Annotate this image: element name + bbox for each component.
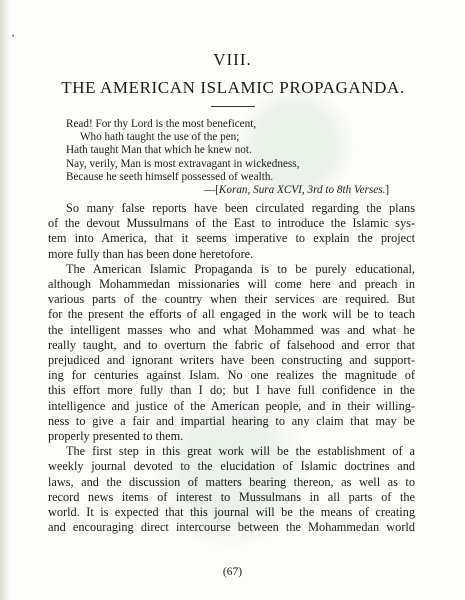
- citation-close: ]: [385, 184, 390, 197]
- epigraph-line: Read! For thy Lord is the most beneficent,: [66, 118, 257, 130]
- text-line: for the present the efforts of all engaged in the work will be to teach: [48, 307, 415, 322]
- text-line: this effort more fully than I do; but I have full confidence in the: [48, 383, 415, 398]
- text-line: the intelligent masses who and what Mohammed was and what he: [48, 322, 415, 337]
- text-line: record news items of interest to Mussulmans in all parts of the: [48, 489, 415, 504]
- binding-shadow: [0, 0, 10, 600]
- text-line: world. It is expected that this journal will be the means of creating: [48, 505, 415, 520]
- text-line: properly presented to them.: [48, 429, 184, 444]
- text-line: and encouraging direct intercourse between the Mohammedan world: [48, 520, 415, 535]
- epigraph-line: Hath taught Man that which he knew not.: [66, 144, 252, 157]
- paragraph: [48, 201, 415, 262]
- text-line: prejudiced and ignorant writers have been constructing and support-: [48, 353, 415, 368]
- epigraph-citation: [66, 184, 416, 197]
- text-line: various parts of the country when their services are required. But: [48, 292, 415, 307]
- chapter-number: VIII.: [213, 50, 252, 69]
- text-line: ing for centuries against Islam. No one realizes the magnitude of: [48, 368, 415, 383]
- epigraph-line: Because he seeth himself possessed of wealth.: [66, 170, 274, 183]
- epigraph-line: Nay, verily, Man is most extravagant in wickedness,: [66, 157, 300, 170]
- text-line: more fully than has been done heretofore.: [48, 246, 254, 261]
- paragraph: [48, 262, 415, 444]
- text-line: of the devout Mussulmans of the East to introduce the Islamic sys-: [48, 216, 415, 231]
- citation-dash: —[: [204, 184, 219, 197]
- title-rule: [211, 106, 255, 107]
- text-line: ness to give a fair and impartial hearing to any claim that may be: [48, 413, 415, 428]
- text-line: tem into America, that it seems imperative to explain the project: [48, 231, 415, 246]
- text-line: although Mohammedan missionaries will come here and preach in: [48, 277, 415, 292]
- epigraph: [66, 118, 416, 197]
- text-line: The American Islamic Propaganda is to be purely educational,: [66, 261, 415, 276]
- text-line: weekly journal devoted to the elucidation of Islamic doctrines and: [48, 459, 415, 474]
- text-line: The first step in this great work will be the establishment of a: [66, 444, 415, 459]
- text-line: laws, and the discussion of matters bearing thereon, as well as to: [48, 474, 415, 489]
- page-number: (67): [222, 566, 243, 578]
- paragraph: [48, 444, 415, 535]
- body-text: [48, 201, 415, 535]
- corner-mark: ': [12, 31, 15, 45]
- epigraph-line: Who hath taught the use of the pen;: [80, 131, 240, 144]
- text-line: really taught, and to overturn the fabric of falsehood and error that: [48, 337, 415, 352]
- citation-text: Koran, Sura XCVI, 3rd to 8th Verses.: [218, 184, 386, 197]
- chapter-title: THE AMERICAN ISLAMIC PROPAGANDA.: [61, 78, 405, 97]
- text-line: So many false reports have been circulated regarding the plans: [66, 201, 415, 215]
- text-line: intelligence and justice of the American people, and in their willing-: [48, 398, 415, 413]
